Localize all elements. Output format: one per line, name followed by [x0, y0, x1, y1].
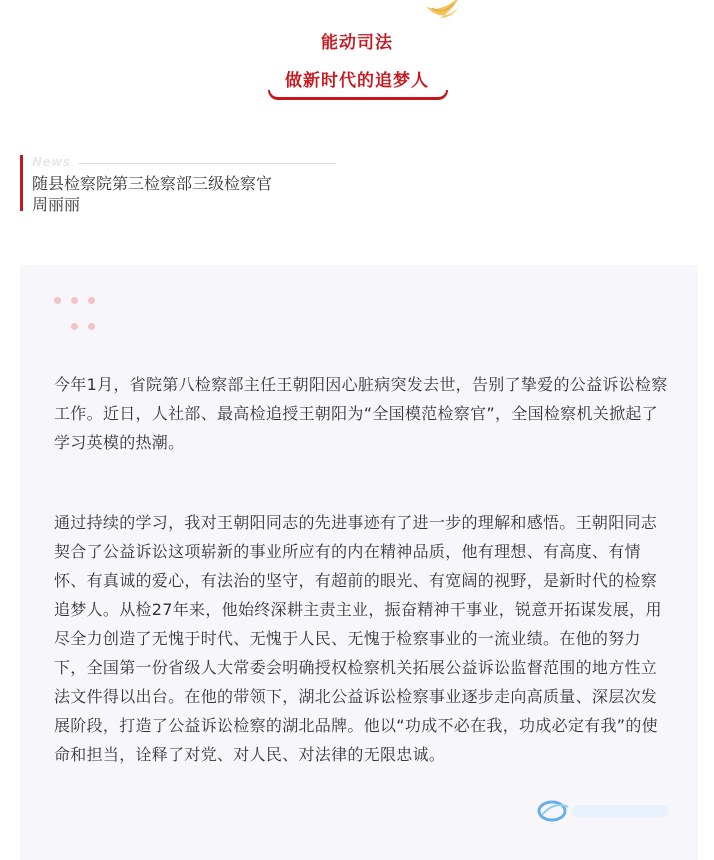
author-name: 周丽丽 — [32, 195, 81, 214]
article-paragraph-1: 今年1月，省院第八检察部主任王朝阳因心脏病突发去世，告别了挚爱的公益诉讼检察工作。近日，人社部、最高检追授王朝阳为“全国模范检察官”，全国检察机关掀起了学习英模的热潮。 — [54, 375, 668, 452]
title-underline — [268, 90, 448, 100]
page-title-line2: 做新时代的追梦人 — [285, 71, 429, 91]
page-title-line1: 能动司法 — [321, 33, 393, 53]
author-block — [20, 155, 320, 214]
news-divider — [78, 163, 336, 164]
content-card — [20, 265, 698, 860]
author-title: 随县检察院第三检察部三级检察官 — [32, 174, 273, 193]
news-tag: News — [32, 155, 71, 169]
bird-icon — [424, 0, 464, 22]
article-paragraph-2: 通过持续的学习，我对王朝阳同志的先进事迹有了进一步的理解和感悟。王朝阳同志契合了公益诉讼这项崭新的事业所应有的内在精神品质，他有理想、有高度、有情怀、有真诚的爱心，有法治的坚守，有超前的眼光、有宽阔的视野，是新时代的检察追梦人。从检27年来，他始终深耕主责主业，振奋精神干事业，锐意开拓谋发展，用尽全力创造了无愧于时代、无愧于人民、无愧于检察事业的一流业绩。在他的努力下，全国第一份省级人大常委会明确授权检察机关拓展公益诉讼监督范围的地方性立法文件得以出台。在他的带领下，湖北公益诉讼检察事业逐步走向高质量、深层次发展阶段，打造了公益诉讼检察的湖北品牌。他以“功成不必在我，功成必定有我”的使命和担当，诠释了对党、对人民、对法律的无限忠诚。 — [54, 513, 662, 764]
dots-decoration-icon — [54, 297, 104, 337]
author-accent-bar — [20, 155, 23, 211]
watermark-logo-icon — [536, 795, 676, 825]
article-header — [0, 0, 714, 110]
